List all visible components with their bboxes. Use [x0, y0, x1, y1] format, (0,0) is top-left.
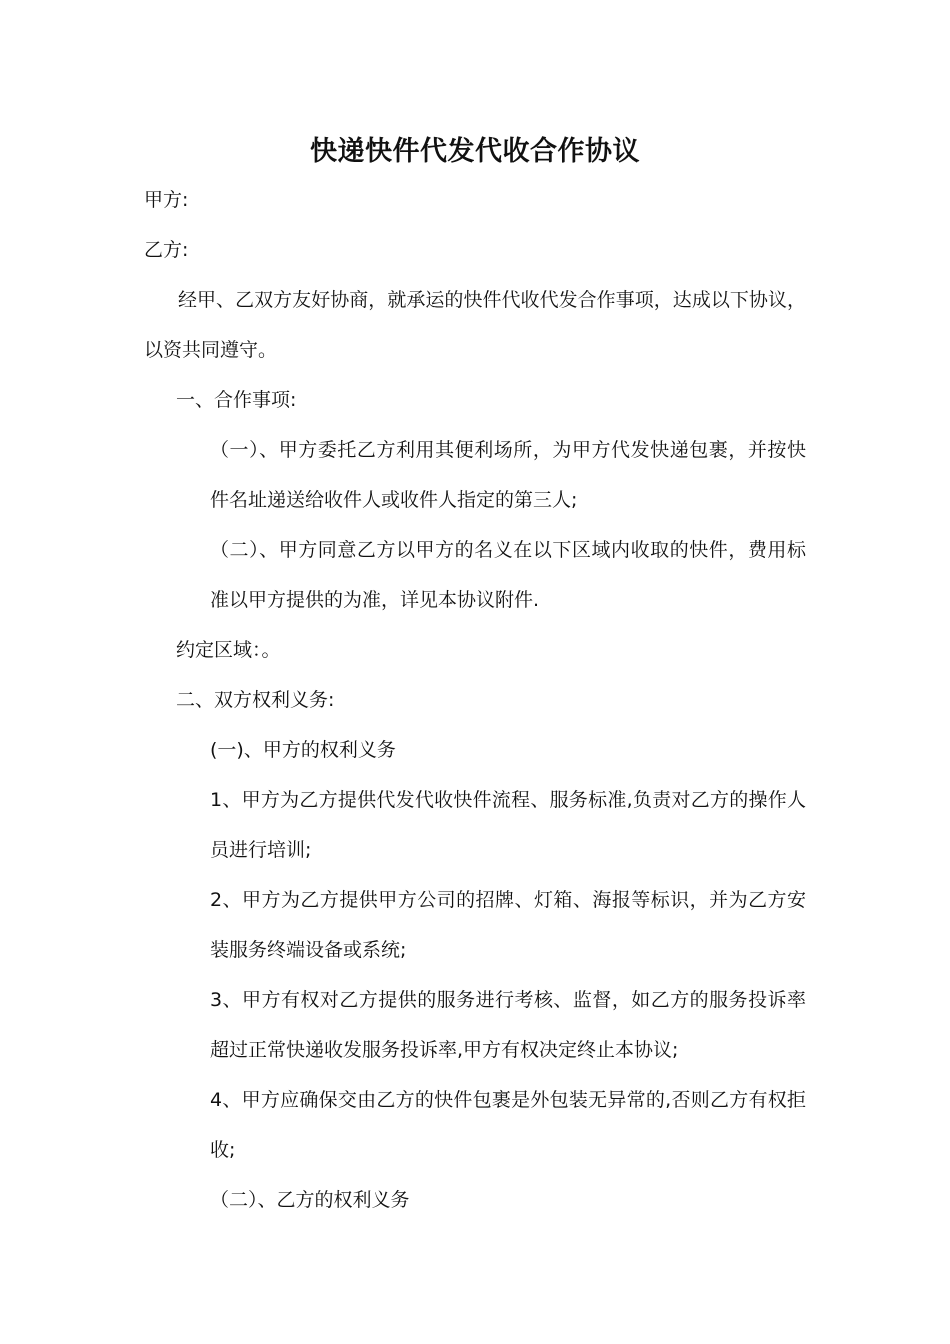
party-a-right-1-line-2: 员进行培训;: [210, 839, 312, 861]
party-a-right-2-line-2: 装服务终端设备或系统;: [210, 939, 407, 961]
party-a-label: 甲方:: [144, 189, 189, 211]
party-a-right-4-line-2: 收;: [210, 1139, 236, 1161]
party-a-right-3-line-1: 3、甲方有权对乙方提供的服务进行考核、监督，如乙方的服务投诉率: [210, 989, 806, 1011]
party-a-right-1-line-1: 1、甲方为乙方提供代发代收快件流程、服务标准,负责对乙方的操作人: [210, 789, 806, 811]
party-b-rights-heading: （二）、乙方的权利义务: [210, 1189, 410, 1211]
section-1-item-1-line-2: 件名址递送给收件人或收件人指定的第三人;: [210, 489, 578, 511]
party-a-rights-heading: (一)、甲方的权利义务: [210, 739, 396, 761]
section-1-heading: 一、合作事项:: [176, 389, 297, 411]
section-1-item-1-line-1: （一）、甲方委托乙方利用其便利场所，为甲方代发快递包裹，并按快: [210, 439, 806, 461]
party-b-label: 乙方:: [144, 239, 189, 261]
party-a-right-3-line-2: 超过正常快递收发服务投诉率,甲方有权决定终止本协议;: [210, 1039, 679, 1061]
section-1-item-2-line-2: 准以甲方提供的为准，详见本协议附件.: [210, 589, 540, 611]
agreed-area-label: 约定区域：。: [176, 639, 281, 661]
party-a-right-2-line-1: 2、甲方为乙方提供甲方公司的招牌、灯箱、海报等标识，并为乙方安: [210, 889, 806, 911]
party-a-right-4-line-1: 4、甲方应确保交由乙方的快件包裹是外包装无异常的,否则乙方有权拒: [210, 1089, 806, 1111]
intro-line-2: 以资共同遵守。: [144, 339, 278, 361]
section-2-heading: 二、双方权利义务:: [176, 689, 335, 711]
section-1-item-2-line-1: （二）、甲方同意乙方以甲方的名义在以下区域内收取的快件，费用标: [210, 539, 806, 561]
intro-line-1: 经甲、乙双方友好协商，就承运的快件代收代发合作事项，达成以下协议，: [178, 289, 806, 311]
document-title: 快递快件代发代收合作协议: [310, 136, 640, 167]
